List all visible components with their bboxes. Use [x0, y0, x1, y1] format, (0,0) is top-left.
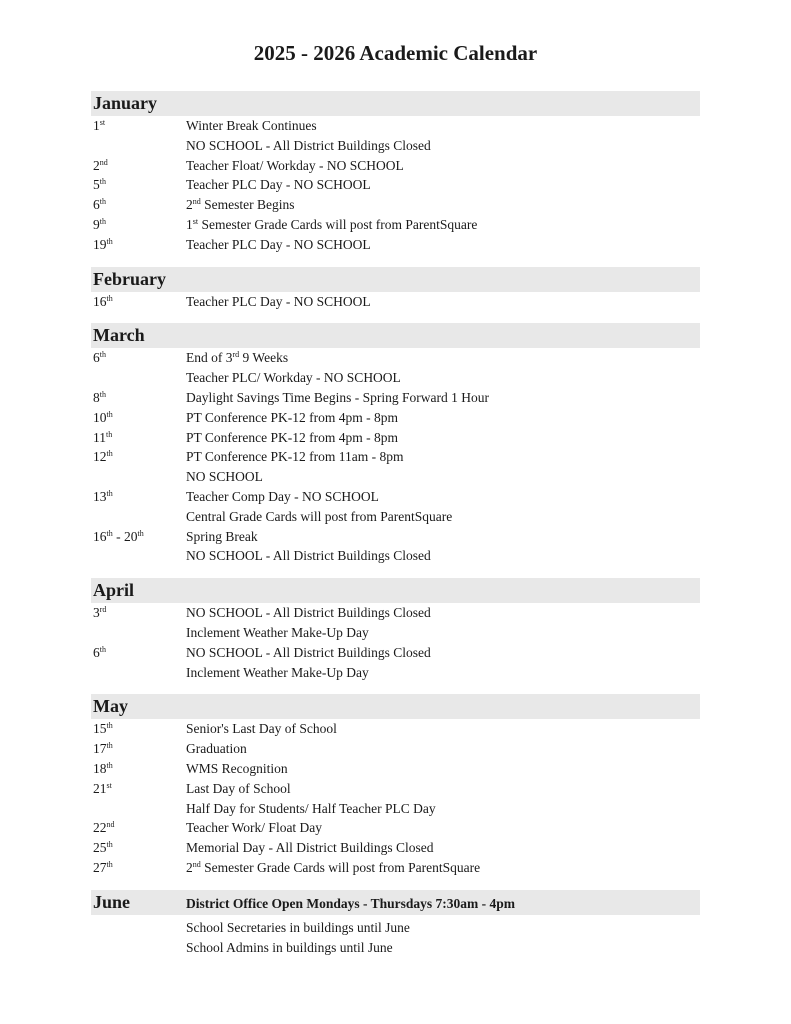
event-text: Teacher PLC Day - NO SCHOOL	[186, 293, 371, 309]
event-text: NO SCHOOL - All District Buildings Closed	[186, 644, 431, 660]
calendar-row	[91, 428, 700, 448]
date-cell	[91, 938, 186, 958]
month-header	[91, 91, 700, 116]
date-cell: 16th	[93, 293, 113, 309]
event-text: PT Conference PK-12 from 4pm - 8pm	[186, 429, 398, 445]
calendar-row	[91, 136, 700, 156]
calendar-row	[91, 388, 700, 408]
calendar-row	[91, 292, 700, 312]
date-cell	[91, 507, 186, 527]
event-text: Teacher Comp Day - NO SCHOOL	[186, 488, 379, 504]
event-text: Senior's Last Day of School	[186, 721, 337, 737]
month-header	[91, 890, 700, 915]
event-text: 2nd Semester Grade Cards will post from ParentSquare	[186, 859, 481, 875]
month-name: March	[93, 325, 145, 346]
month-name: May	[93, 696, 128, 717]
event-text: Teacher Work/ Float Day	[186, 820, 323, 836]
month-name: June	[93, 891, 131, 912]
month-name: January	[93, 93, 158, 113]
calendar-row	[91, 215, 700, 235]
calendar-row	[91, 507, 700, 527]
event-text: Last Day of School	[186, 780, 291, 796]
calendar-row	[91, 408, 700, 428]
event-text: WMS Recognition	[186, 760, 288, 776]
event-text: Inclement Weather Make-Up Day	[186, 664, 369, 680]
calendar-row	[91, 799, 700, 819]
event-text: Memorial Day - All District Buildings Closed	[186, 840, 434, 856]
month-header	[91, 267, 700, 292]
event-text: Winter Break Continues	[186, 118, 317, 133]
calendar	[91, 91, 700, 969]
date-cell: 10th	[93, 409, 113, 425]
month-june	[91, 890, 700, 958]
calendar-row	[91, 447, 700, 467]
month-header	[91, 694, 700, 719]
event-text: Daylight Savings Time Begins - Spring Forward 1 Hour	[186, 389, 490, 405]
event-text: NO SCHOOL - All District Buildings Closed	[186, 548, 431, 564]
calendar-row	[91, 838, 700, 858]
calendar-row	[91, 739, 700, 759]
calendar-row	[91, 818, 700, 838]
date-cell: 19th	[93, 236, 113, 252]
calendar-row	[91, 235, 700, 255]
calendar-row	[91, 779, 700, 799]
calendar-row	[91, 527, 700, 547]
event-text: Teacher PLC Day - NO SCHOOL	[186, 177, 371, 193]
event-text: Inclement Weather Make-Up Day	[186, 624, 369, 640]
event-text: Graduation	[186, 741, 247, 757]
date-cell: 1st	[93, 118, 106, 133]
event-text: End of 3rd 9 Weeks	[186, 350, 289, 366]
event-text: NO SCHOOL - All District Buildings Closed	[186, 137, 431, 153]
month-header	[91, 578, 700, 603]
date-cell: 5th	[93, 177, 106, 193]
date-cell	[91, 918, 186, 938]
calendar-row	[91, 467, 700, 487]
calendar-row	[91, 546, 700, 566]
calendar-row	[91, 175, 700, 195]
event-text: 2nd Semester Begins	[186, 197, 295, 213]
date-cell: 3rd	[93, 605, 107, 621]
month-name: February	[93, 268, 166, 289]
month-february	[91, 267, 700, 312]
calendar-row	[91, 195, 700, 215]
event-text: Teacher PLC/ Workday - NO SCHOOL	[186, 370, 401, 386]
date-cell	[91, 546, 186, 566]
event-text: NO SCHOOL - All District Buildings Closed	[186, 605, 431, 621]
event-text: PT Conference PK-12 from 11am - 8pm	[186, 449, 404, 465]
calendar-row	[91, 719, 700, 739]
calendar-row	[91, 643, 700, 663]
calendar-row	[91, 918, 700, 938]
calendar-row	[91, 663, 700, 683]
event-text: Teacher PLC Day - NO SCHOOL	[186, 236, 371, 252]
month-january	[91, 91, 700, 255]
date-cell: 13th	[93, 488, 113, 504]
date-cell: 11th	[93, 429, 113, 445]
date-cell: 6th	[93, 197, 106, 213]
month-may	[91, 694, 700, 877]
event-text: Central Grade Cards will post from ParentSquare	[186, 508, 453, 524]
event-text: School Secretaries in buildings until June	[186, 919, 410, 935]
event-text: Teacher Float/ Workday - NO SCHOOL	[186, 157, 404, 173]
calendar-row	[91, 938, 700, 958]
office-hours-note: District Office Open Mondays - Thursdays 7:30am - 4pm	[186, 895, 515, 911]
date-cell	[91, 136, 186, 156]
month-header	[91, 323, 700, 348]
date-cell: 15th	[93, 721, 113, 737]
event-text: School Admins in buildings until June	[186, 939, 393, 955]
date-cell: 2nd	[93, 157, 108, 173]
date-cell	[91, 368, 186, 388]
calendar-row	[91, 348, 700, 368]
date-cell: 6th	[93, 350, 106, 366]
date-cell	[91, 663, 186, 683]
calendar-row	[91, 368, 700, 388]
date-cell: 12th	[93, 449, 113, 465]
calendar-row	[91, 116, 700, 136]
month-march	[91, 323, 700, 566]
date-cell: 18th	[93, 760, 113, 776]
month-name: April	[93, 580, 135, 601]
event-text: Half Day for Students/ Half Teacher PLC Day	[186, 800, 436, 816]
date-cell	[91, 623, 186, 643]
date-cell: 6th	[93, 644, 106, 660]
calendar-row	[91, 623, 700, 643]
date-cell: 9th	[93, 216, 106, 232]
calendar-row	[91, 603, 700, 623]
date-cell: 27th	[93, 859, 113, 875]
date-cell	[91, 467, 186, 487]
date-cell: 22nd	[93, 820, 115, 836]
calendar-row	[91, 759, 700, 779]
date-cell: 25th	[93, 840, 113, 856]
event-text: NO SCHOOL	[186, 469, 263, 485]
calendar-row	[91, 156, 700, 176]
date-cell: 17th	[93, 741, 113, 757]
month-april	[91, 578, 700, 682]
calendar-row	[91, 487, 700, 507]
date-cell	[91, 799, 186, 819]
event-text: Spring Break	[186, 528, 258, 544]
date-cell: 16th - 20th	[93, 528, 144, 544]
date-cell: 21st	[93, 780, 112, 796]
date-cell: 8th	[93, 389, 106, 405]
event-text: 1st Semester Grade Cards will post from ParentSquare	[186, 216, 478, 232]
page-title: 2025 - 2026 Academic Calendar	[253, 41, 538, 65]
calendar-row	[91, 858, 700, 878]
event-text: PT Conference PK-12 from 4pm - 8pm	[186, 409, 398, 425]
